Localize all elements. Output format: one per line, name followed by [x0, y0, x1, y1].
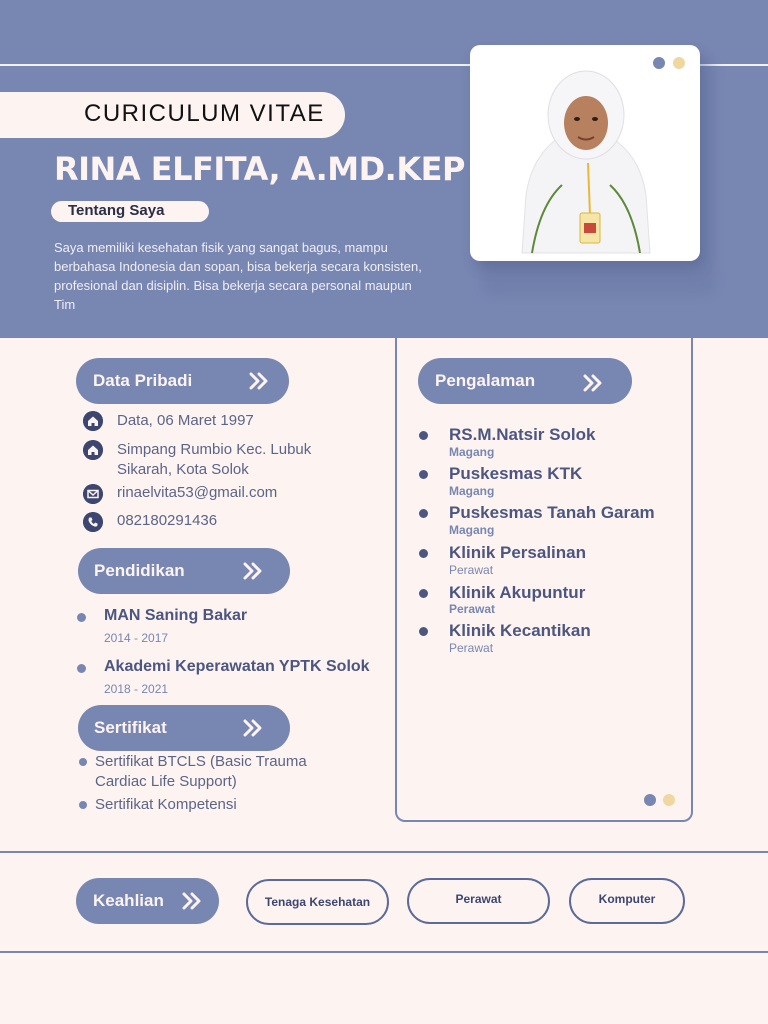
skill-tag: Komputer: [569, 878, 685, 924]
experience-item-name: Puskesmas Tanah Garam: [449, 503, 655, 522]
experience-item-name: Klinik Persalinan: [449, 543, 586, 562]
education-item-years: 2018 - 2021: [104, 682, 169, 696]
double-chevron-right-icon: [181, 892, 203, 910]
list-bullet: [79, 758, 87, 766]
birth-date: Data, 06 Maret 1997: [117, 412, 254, 429]
home-icon: [83, 440, 103, 460]
decor-dot-blue-bottom: [644, 794, 656, 806]
list-bullet: [419, 431, 428, 440]
address-line1: Simpang Rumbio Kec. Lubuk: [117, 441, 312, 458]
personal-data-label: Data Pribadi: [93, 371, 193, 390]
double-chevron-right-icon: [248, 372, 270, 390]
double-chevron-right-icon: [242, 562, 264, 580]
education-item-years: 2014 - 2017: [104, 631, 169, 645]
email-text: rinaelvita53@gmail.com: [117, 484, 278, 501]
list-bullet: [79, 801, 87, 809]
list-bullet: [419, 549, 428, 558]
skills-divider-top: [0, 851, 768, 853]
experience-item-role: Magang: [449, 484, 495, 498]
experience-item-role: Magang: [449, 445, 495, 459]
education-item-name: MAN Saning Bakar: [104, 607, 248, 624]
education-label: Pendidikan: [94, 561, 185, 580]
double-chevron-right-icon: [582, 374, 604, 392]
about-label: Tentang Saya: [68, 202, 165, 219]
about-text: Saya memiliki kesehatan fisik yang sangat bagus, mampu berbahasa Indonesia dan sopan, bisa bekerja secara konsisten, profesional dan disiplin. Bisa bekerja secara personal maupun Tim: [54, 240, 422, 312]
list-bullet: [419, 470, 428, 479]
person-name: RINA ELFITA, A.MD.KEP: [54, 150, 465, 188]
list-bullet: [77, 664, 86, 673]
home-icon: [83, 411, 103, 431]
experience-item-name: Klinik Akupuntur: [449, 583, 586, 602]
decor-dot-yellow-bottom: [663, 794, 675, 806]
list-bullet: [419, 627, 428, 636]
certificate-item-line2: Cardiac Life Support): [95, 773, 237, 790]
experience-item-role: Perawat: [449, 602, 496, 616]
experience-item-name: Puskesmas KTK: [449, 464, 583, 483]
list-bullet: [419, 509, 428, 518]
profile-photo: [470, 45, 700, 261]
profile-photo-card: [470, 45, 700, 261]
experience-label: Pengalaman: [435, 371, 536, 390]
certificate-item-line1: Sertifikat BTCLS (Basic Trauma: [95, 753, 307, 770]
skills-divider-bottom: [0, 951, 768, 953]
experience-item-role: Magang: [449, 523, 495, 537]
phone-text: 082180291436: [117, 512, 218, 529]
certificate-item-line1: Sertifikat Kompetensi: [95, 796, 237, 813]
experience-item-role: Perawat: [449, 563, 494, 577]
certificate-label: Sertifikat: [94, 718, 167, 737]
experience-item-name: Klinik Kecantikan: [449, 621, 591, 640]
list-bullet: [77, 613, 86, 622]
skill-tag: Perawat: [407, 878, 550, 924]
list-bullet: [419, 589, 428, 598]
experience-item-role: Perawat: [449, 641, 494, 655]
experience-item-name: RS.M.Natsir Solok: [449, 425, 596, 444]
skills-label: Keahlian: [93, 891, 164, 910]
cv-title: CURICULUM VITAE: [84, 100, 325, 127]
address-line2: Sikarah, Kota Solok: [117, 461, 249, 478]
phone-icon: [83, 512, 103, 532]
education-item-name: Akademi Keperawatan YPTK Solok: [104, 658, 370, 675]
skill-tag: Tenaga Kesehatan: [246, 879, 389, 925]
email-icon: [83, 484, 103, 504]
double-chevron-right-icon: [242, 719, 264, 737]
